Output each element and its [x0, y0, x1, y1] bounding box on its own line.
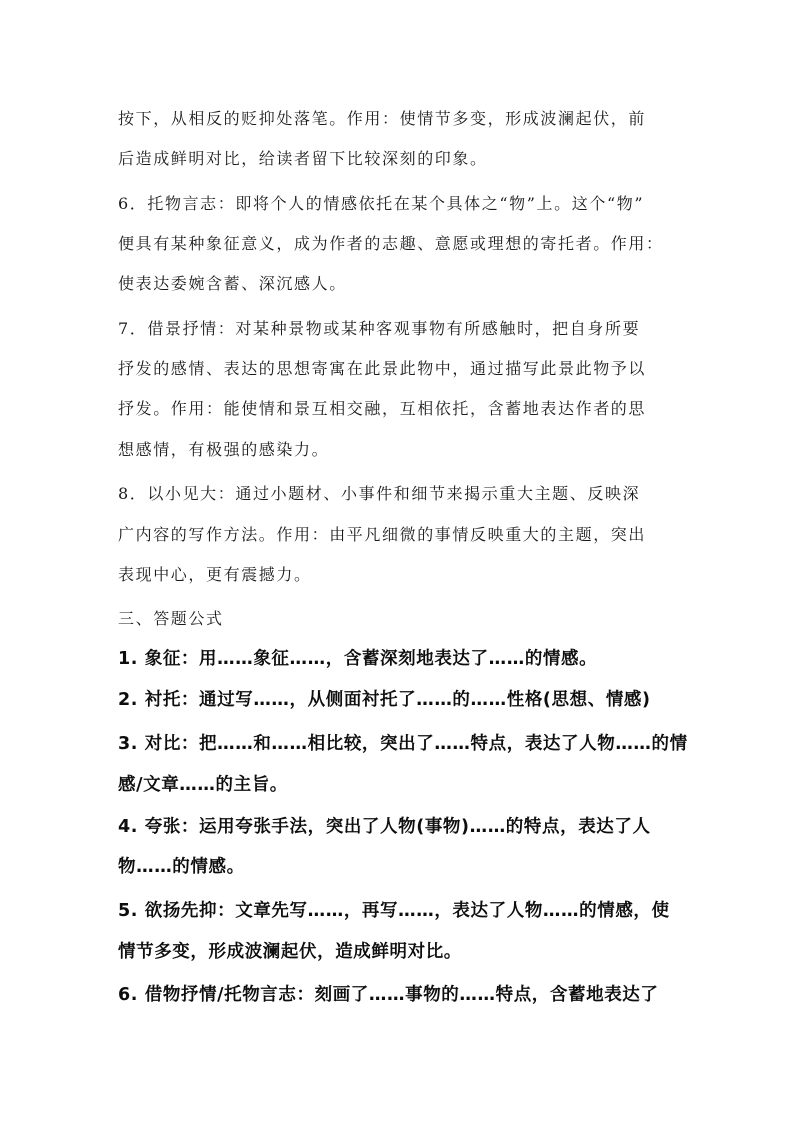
text-line: 后造成鲜明对比，给读者留下比较深刻的印象。 [118, 149, 488, 168]
text-line: 使表达委婉含蓄、深沉感人。 [118, 274, 347, 293]
text-line: 想感情，有极强的感染力。 [118, 440, 330, 459]
formula-line: 情节多变，形成波澜起伏，造成鲜明对比。 [118, 942, 462, 962]
formula-line: 1. 象征：用……象征……，含蓄深刻地表达了……的情感。 [118, 649, 598, 669]
text-line: 抒发的感情、表达的思想寄寓在此景此物中，通过描写此景此物予以 [118, 359, 647, 378]
text-line: 8．以小见大：通过小题材、小事件和细节来揭示重大主题、反映深 [118, 484, 641, 503]
text-line: 6．托物言志：即将个人的情感依托在某个具体之“物”上。这个“物” [118, 194, 645, 213]
formula-line: 6. 借物抒情/托物言志：刻画了……事物的……特点，含蓄地表达了 [118, 985, 659, 1005]
formula-line: 3. 对比：把……和……相比较，突出了……特点，表达了人物……的情 [118, 734, 688, 754]
formula-line: 物……的情感。 [118, 857, 245, 877]
text-line: 便具有某种象征意义，成为作者的志趣、意愿或理想的寄托者。作用： [118, 234, 664, 253]
text-line: 按下，从相反的贬抑处落笔。作用：使情节多变，形成波澜起伏，前 [118, 109, 647, 128]
formula-line: 4. 夸张：运用夸张手法，突出了人物(事物)……的特点，表达了人 [118, 817, 651, 837]
formula-line: 5. 欲扬先抑：文章先写……，再写……，表达了人物……的情感，使 [118, 901, 670, 921]
text-line: 7．借景抒情：对某种景物或某种客观事物有所感触时，把自身所要 [118, 319, 641, 338]
text-line: 抒发。作用：能使情和景互相交融，互相依托，含蓄地表达作者的思 [118, 399, 647, 418]
formula-line: 感/文章……的主旨。 [118, 775, 288, 795]
text-line: 广内容的写作方法。作用：由平凡细微的事情反映重大的主题，突出 [118, 525, 647, 544]
section-heading: 三、答题公式 [118, 609, 224, 628]
formula-line: 2. 衬托：通过写……，从侧面衬托了……的……性格(思想、情感) [118, 690, 651, 710]
text-line: 表现中心，更有震撼力。 [118, 565, 312, 584]
